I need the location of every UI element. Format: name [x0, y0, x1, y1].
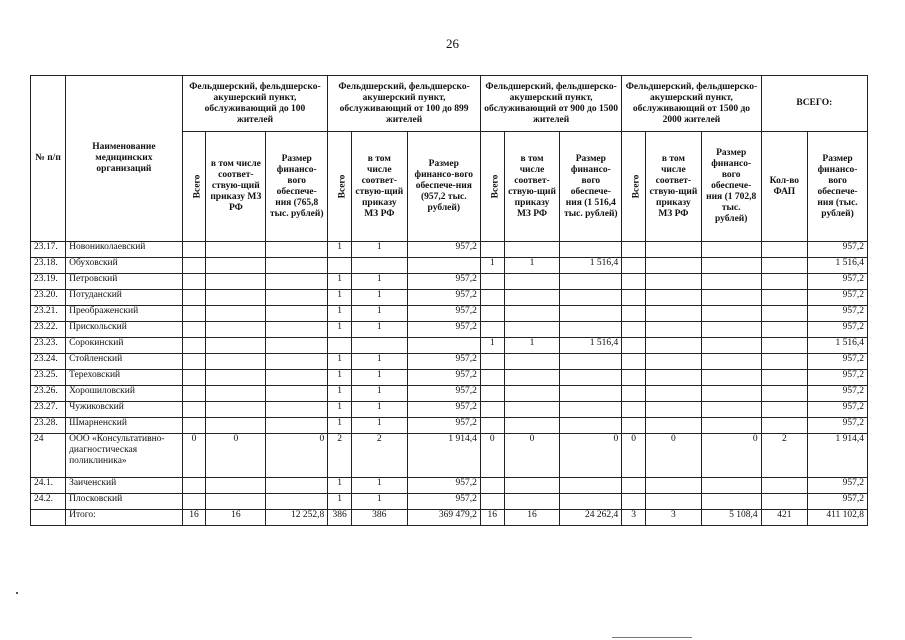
table-cell: 421: [761, 510, 807, 526]
table-cell: [266, 494, 328, 510]
table-cell: 957,2: [407, 242, 480, 258]
header-finance-4: Размер финансо-вого обеспече-ния (1 702,8 тыс. рублей): [701, 132, 761, 242]
header-kol-fap: Кол-во ФАП: [761, 132, 807, 242]
table-cell: 3: [622, 510, 646, 526]
table-cell: [182, 290, 206, 306]
table-cell: [182, 322, 206, 338]
table-cell: [622, 242, 646, 258]
table-cell: 1: [351, 290, 407, 306]
table-cell: 957,2: [808, 274, 868, 290]
table-cell: [206, 290, 266, 306]
table-cell: [206, 354, 266, 370]
table-row: [31, 494, 868, 510]
table-cell: [761, 354, 807, 370]
table-cell: [266, 322, 328, 338]
table-cell: 1: [328, 354, 352, 370]
page-number: 26: [446, 36, 459, 51]
table-cell: [560, 242, 622, 258]
table-cell: [266, 290, 328, 306]
table-cell: 1: [328, 386, 352, 402]
row-number: 23.25.: [31, 370, 66, 386]
table-cell: [701, 354, 761, 370]
table-cell: 1: [328, 370, 352, 386]
table-cell: [622, 258, 646, 274]
row-number: 23.20.: [31, 290, 66, 306]
table-cell: [761, 258, 807, 274]
header-num: № п/п: [31, 76, 66, 242]
table-cell: [622, 322, 646, 338]
table-cell: 957,2: [808, 242, 868, 258]
header-name: Наименование медицинских организаций: [66, 76, 183, 242]
table-cell: [206, 258, 266, 274]
table-cell: [480, 274, 504, 290]
table-cell: [560, 322, 622, 338]
table-cell: [351, 258, 407, 274]
table-row: [31, 290, 868, 306]
table-cell: 1: [328, 402, 352, 418]
organization-name: Потуданский: [66, 290, 183, 306]
table-cell: [504, 386, 560, 402]
row-number: 23.26.: [31, 386, 66, 402]
table-cell: 957,2: [407, 306, 480, 322]
table-cell: 1: [328, 494, 352, 510]
table-cell: 957,2: [407, 402, 480, 418]
table-cell: 1: [351, 354, 407, 370]
table-cell: 1: [480, 258, 504, 274]
table-row: [31, 306, 868, 322]
table-cell: [622, 274, 646, 290]
table-cell: [206, 274, 266, 290]
table-cell: [701, 370, 761, 386]
table-cell: [701, 322, 761, 338]
table-cell: 957,2: [808, 370, 868, 386]
table-cell: 1: [351, 386, 407, 402]
table-cell: 1: [351, 370, 407, 386]
header-vsego-1: Всего: [182, 132, 206, 242]
table-cell: [480, 386, 504, 402]
table-cell: [182, 370, 206, 386]
header-group-4: Фельдшерский, фельдшерско-акушерский пункт, обслуживающий от 1500 до 2000 жителей: [622, 76, 761, 132]
table-cell: 1: [351, 478, 407, 494]
table-cell: 0: [206, 434, 266, 478]
table-row: [31, 386, 868, 402]
table-cell: 957,2: [808, 386, 868, 402]
table-cell: 16: [182, 510, 206, 526]
table-cell: [504, 306, 560, 322]
table-cell: 1 914,4: [407, 434, 480, 478]
table-cell: [182, 402, 206, 418]
table-cell: [182, 354, 206, 370]
table-cell: 1: [328, 274, 352, 290]
table-cell: 0: [560, 434, 622, 478]
table-cell: 1: [328, 418, 352, 434]
header-v-tom-chisle-1: в том числе соответ-ствую-щий приказу МЗ РФ: [206, 132, 266, 242]
table-cell: [761, 402, 807, 418]
header-vsego-2: Всего: [328, 132, 352, 242]
table-cell: 957,2: [808, 306, 868, 322]
row-number: 23.19.: [31, 274, 66, 290]
table-cell: 386: [351, 510, 407, 526]
table-row: [31, 354, 868, 370]
table-cell: [761, 242, 807, 258]
table-cell: [761, 306, 807, 322]
table-cell: [480, 306, 504, 322]
table-cell: 411 102,8: [808, 510, 868, 526]
organization-name: Плосковский: [66, 494, 183, 510]
table-cell: 957,2: [407, 322, 480, 338]
table-cell: [206, 242, 266, 258]
organization-name: Стойленский: [66, 354, 183, 370]
row-number: 23.18.: [31, 258, 66, 274]
table-cell: 1: [351, 418, 407, 434]
table-cell: [480, 290, 504, 306]
table-cell: 2: [761, 434, 807, 478]
row-number: 23.28.: [31, 418, 66, 434]
table-cell: [407, 338, 480, 354]
table-cell: [266, 402, 328, 418]
table-cell: 1: [504, 338, 560, 354]
table-cell: 957,2: [407, 354, 480, 370]
table-cell: [761, 418, 807, 434]
table-cell: [206, 402, 266, 418]
table-cell: 957,2: [407, 274, 480, 290]
table-cell: [266, 306, 328, 322]
table-cell: [701, 306, 761, 322]
table-cell: [646, 418, 702, 434]
table-cell: [480, 242, 504, 258]
organization-name: ООО «Консультативно-диагностическая поликлиника»: [66, 434, 183, 478]
row-number: 23.22.: [31, 322, 66, 338]
table-cell: [560, 494, 622, 510]
table-cell: [646, 370, 702, 386]
row-number: 24.1.: [31, 478, 66, 494]
table-cell: 16: [504, 510, 560, 526]
table-cell: [646, 242, 702, 258]
table-cell: [761, 290, 807, 306]
row-number: 23.24.: [31, 354, 66, 370]
table-cell: [646, 386, 702, 402]
table-cell: 3: [646, 510, 702, 526]
table-row: [31, 274, 868, 290]
table-row: [31, 478, 868, 494]
organization-name: Новониколаевский: [66, 242, 183, 258]
table-cell: 957,2: [808, 478, 868, 494]
table-cell: [646, 290, 702, 306]
table-cell: [504, 242, 560, 258]
table-cell: [701, 242, 761, 258]
header-group-1: Фельдшерский, фельдшерско-акушерский пункт, обслуживающий до 100 жителей: [182, 76, 328, 132]
header-finance-3: Размер финансо-вого обеспече-ния (1 516,4 тыс. рублей): [560, 132, 622, 242]
table-cell: [351, 338, 407, 354]
table-cell: 1: [351, 402, 407, 418]
table-body: [31, 242, 868, 526]
table-cell: 957,2: [407, 290, 480, 306]
header-v-tom-chisle-4: в том числе соответ-ствую-щий приказу МЗ РФ: [646, 132, 702, 242]
table-cell: 957,2: [407, 418, 480, 434]
table-cell: [206, 418, 266, 434]
table-cell: [206, 370, 266, 386]
table-cell: [266, 386, 328, 402]
table-cell: [701, 290, 761, 306]
table-cell: 12 252,8: [266, 510, 328, 526]
table-cell: 957,2: [407, 494, 480, 510]
row-number: [31, 510, 66, 526]
table-cell: [182, 418, 206, 434]
table-cell: 1: [328, 242, 352, 258]
table-cell: [480, 494, 504, 510]
table-cell: [761, 386, 807, 402]
organization-name: Заиченский: [66, 478, 183, 494]
table-cell: [266, 418, 328, 434]
table-cell: [480, 370, 504, 386]
table-cell: [480, 354, 504, 370]
table-cell: [560, 402, 622, 418]
table-cell: [266, 478, 328, 494]
row-number: 24.2.: [31, 494, 66, 510]
table-cell: [328, 258, 352, 274]
table-cell: [182, 494, 206, 510]
table-cell: 957,2: [407, 370, 480, 386]
table-row: [31, 242, 868, 258]
table-cell: [701, 386, 761, 402]
row-number: 23.23.: [31, 338, 66, 354]
table-cell: 0: [480, 434, 504, 478]
table-cell: 0: [182, 434, 206, 478]
table-cell: 1 516,4: [560, 338, 622, 354]
table-cell: [560, 354, 622, 370]
table-row: [31, 338, 868, 354]
table-cell: [266, 354, 328, 370]
table-cell: [206, 494, 266, 510]
table-cell: [504, 494, 560, 510]
table-cell: [701, 402, 761, 418]
table-cell: 16: [480, 510, 504, 526]
table-cell: [646, 494, 702, 510]
table-cell: [266, 370, 328, 386]
row-number: 23.21.: [31, 306, 66, 322]
row-number: 23.27.: [31, 402, 66, 418]
table-cell: [761, 478, 807, 494]
table-cell: 0: [646, 434, 702, 478]
organization-name: Обуховский: [66, 258, 183, 274]
table-cell: [646, 354, 702, 370]
table-cell: [701, 418, 761, 434]
table-cell: 0: [266, 434, 328, 478]
table-cell: [504, 402, 560, 418]
table-cell: 957,2: [808, 322, 868, 338]
table-cell: 1: [351, 494, 407, 510]
table-cell: [560, 478, 622, 494]
table-cell: [622, 338, 646, 354]
table-cell: [646, 402, 702, 418]
table-cell: 1: [351, 242, 407, 258]
table-cell: 369 479,2: [407, 510, 480, 526]
table-cell: [560, 306, 622, 322]
table-cell: [646, 322, 702, 338]
table-cell: [622, 370, 646, 386]
table-cell: [206, 338, 266, 354]
table-cell: [560, 418, 622, 434]
table-cell: 957,2: [808, 290, 868, 306]
margin-speck: [16, 592, 18, 594]
table-cell: [622, 354, 646, 370]
table-cell: [504, 290, 560, 306]
table-cell: [407, 258, 480, 274]
row-number: 23.17.: [31, 242, 66, 258]
table-cell: [761, 494, 807, 510]
header-v-tom-chisle-3: в том числе соответ-ствую-щий приказу МЗ РФ: [504, 132, 560, 242]
table-cell: 957,2: [407, 386, 480, 402]
table-cell: [480, 418, 504, 434]
row-number: 24: [31, 434, 66, 478]
table-cell: [266, 242, 328, 258]
table-cell: [701, 494, 761, 510]
header-vsego-4: Всего: [622, 132, 646, 242]
table-cell: 1: [328, 290, 352, 306]
table-cell: [646, 338, 702, 354]
table-cell: 5 108,4: [701, 510, 761, 526]
table-cell: [701, 274, 761, 290]
table-cell: [206, 322, 266, 338]
total-row: [31, 510, 868, 526]
table-cell: [266, 338, 328, 354]
organization-name: Прискольский: [66, 322, 183, 338]
table-cell: 1: [504, 258, 560, 274]
table-cell: [504, 370, 560, 386]
table-cell: [504, 478, 560, 494]
organization-name: Шмарненский: [66, 418, 183, 434]
fap-financing-table: [30, 75, 868, 526]
table-cell: [761, 274, 807, 290]
organization-name: Преображенский: [66, 306, 183, 322]
table-row: [31, 434, 868, 478]
table-cell: [182, 306, 206, 322]
table-row: [31, 322, 868, 338]
table-cell: 957,2: [808, 494, 868, 510]
table-cell: 0: [701, 434, 761, 478]
table-cell: [701, 338, 761, 354]
table-cell: 16: [206, 510, 266, 526]
table-row: [31, 258, 868, 274]
header-vsego-3: Всего: [480, 132, 504, 242]
table-cell: 1: [480, 338, 504, 354]
organization-name: Хорошиловский: [66, 386, 183, 402]
table-cell: [504, 418, 560, 434]
table-cell: [701, 478, 761, 494]
table-cell: 24 262,4: [560, 510, 622, 526]
table-cell: [622, 418, 646, 434]
table-cell: 0: [622, 434, 646, 478]
table-cell: [480, 402, 504, 418]
table-cell: [560, 370, 622, 386]
table-cell: 957,2: [808, 402, 868, 418]
table-cell: [266, 258, 328, 274]
table-cell: [622, 478, 646, 494]
table-cell: [622, 306, 646, 322]
table-cell: [206, 478, 266, 494]
table-cell: [646, 274, 702, 290]
table-row: [31, 370, 868, 386]
table-cell: [480, 478, 504, 494]
organization-name: Сорокинский: [66, 338, 183, 354]
header-group-total: ВСЕГО:: [761, 76, 867, 132]
header-group-3: Фельдшерский, фельдшерско-акушерский пункт, обслуживающий от 900 до 1500 жителей: [480, 76, 621, 132]
table-row: [31, 418, 868, 434]
table-cell: 1: [351, 306, 407, 322]
table-cell: 1 516,4: [560, 258, 622, 274]
header-finance-1: Размер финансо-вого обеспече-ния (765,8 тыс. рублей): [266, 132, 328, 242]
organization-name: Петровский: [66, 274, 183, 290]
table-cell: 957,2: [808, 418, 868, 434]
organization-name: Чужиковский: [66, 402, 183, 418]
table-cell: [560, 274, 622, 290]
organization-name: Тереховский: [66, 370, 183, 386]
table-cell: 1 914,4: [808, 434, 868, 478]
table-cell: [182, 258, 206, 274]
table-cell: [622, 290, 646, 306]
table-cell: 386: [328, 510, 352, 526]
header-v-tom-chisle-2: в том числе соответ-ствую-щий приказу МЗ РФ: [351, 132, 407, 242]
header-group-2: Фельдшерский, фельдшерско-акушерский пункт, обслуживающий от 100 до 899 жителей: [328, 76, 481, 132]
table-cell: [701, 258, 761, 274]
table-cell: 0: [504, 434, 560, 478]
table-cell: 1 516,4: [808, 258, 868, 274]
header-total-finance: Размер финансо-вого обеспече-ния (тыс. рублей): [808, 132, 868, 242]
table-cell: [504, 322, 560, 338]
table-cell: [206, 386, 266, 402]
organization-name: Итого:: [66, 510, 183, 526]
table-cell: [182, 242, 206, 258]
table-cell: 1: [328, 322, 352, 338]
table-cell: 2: [351, 434, 407, 478]
table-cell: [761, 338, 807, 354]
table-cell: 1: [351, 274, 407, 290]
table-cell: [646, 306, 702, 322]
table-cell: 957,2: [808, 354, 868, 370]
table-cell: [328, 338, 352, 354]
table-cell: 1: [328, 306, 352, 322]
table-cell: 957,2: [407, 478, 480, 494]
table-cell: 1 516,4: [808, 338, 868, 354]
table-cell: [622, 386, 646, 402]
table-cell: 2: [328, 434, 352, 478]
header-finance-2: Размер финансо-вого обеспече-ния (957,2 тыс. рублей): [407, 132, 480, 242]
table-cell: [646, 478, 702, 494]
table-cell: [622, 402, 646, 418]
table-cell: [504, 354, 560, 370]
table-cell: [504, 274, 560, 290]
table-cell: [182, 478, 206, 494]
table-cell: [480, 322, 504, 338]
table-cell: [266, 274, 328, 290]
table-cell: [206, 306, 266, 322]
table-cell: [761, 370, 807, 386]
table-cell: [182, 338, 206, 354]
table-cell: [182, 386, 206, 402]
table-cell: [622, 494, 646, 510]
table-row: [31, 402, 868, 418]
table-cell: [560, 290, 622, 306]
table-cell: [761, 322, 807, 338]
table-cell: [182, 274, 206, 290]
table-cell: [560, 386, 622, 402]
table-cell: 1: [328, 478, 352, 494]
table-cell: [646, 258, 702, 274]
table-cell: 1: [351, 322, 407, 338]
page-edge-line: [612, 637, 692, 638]
